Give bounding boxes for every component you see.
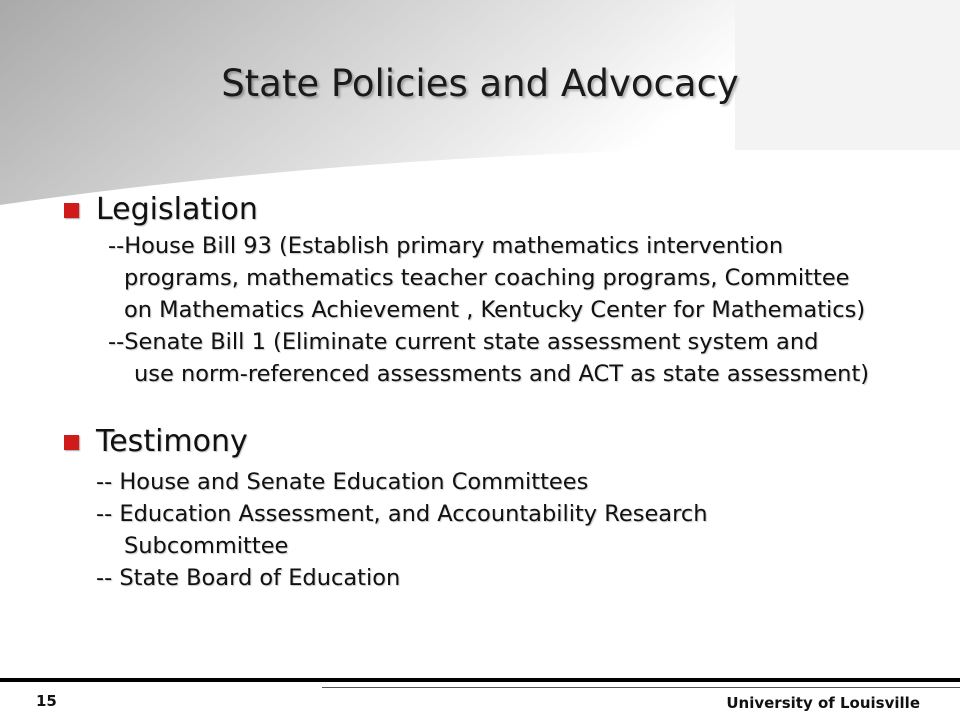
testimony-line: -- State Board of Education (96, 565, 401, 591)
testimony-section (64, 422, 944, 594)
square-bullet-icon (64, 435, 79, 450)
legislation-line: programs, mathematics teacher coaching programs, Committee (124, 265, 850, 291)
footer-organization: University of Louisville (726, 694, 920, 712)
slide-title: State Policies and Advocacy (221, 62, 739, 105)
square-bullet-icon (64, 203, 79, 218)
legislation-line: --House Bill 93 (Establish primary mathematics intervention (108, 233, 784, 259)
testimony-line: -- Education Assessment, and Accountability Research (96, 501, 708, 527)
legislation-line: use norm-referenced assessments and ACT as state assessment) (134, 361, 870, 387)
slide-body (64, 190, 944, 594)
legislation-heading: Legislation (96, 192, 258, 227)
bullet-testimony (64, 422, 944, 462)
bullet-legislation (64, 190, 944, 230)
testimony-heading: Testimony (96, 424, 248, 459)
testimony-line: -- House and Senate Education Committees (96, 469, 589, 495)
legislation-line: --Senate Bill 1 (Eliminate current state assessment system and (108, 329, 819, 355)
legislation-line: on Mathematics Achievement , Kentucky Center for Mathematics) (124, 297, 866, 323)
footer-divider (0, 678, 960, 682)
footer-divider-thin (322, 687, 960, 688)
page-number: 15 (36, 692, 57, 710)
testimony-line: Subcommittee (124, 533, 289, 559)
